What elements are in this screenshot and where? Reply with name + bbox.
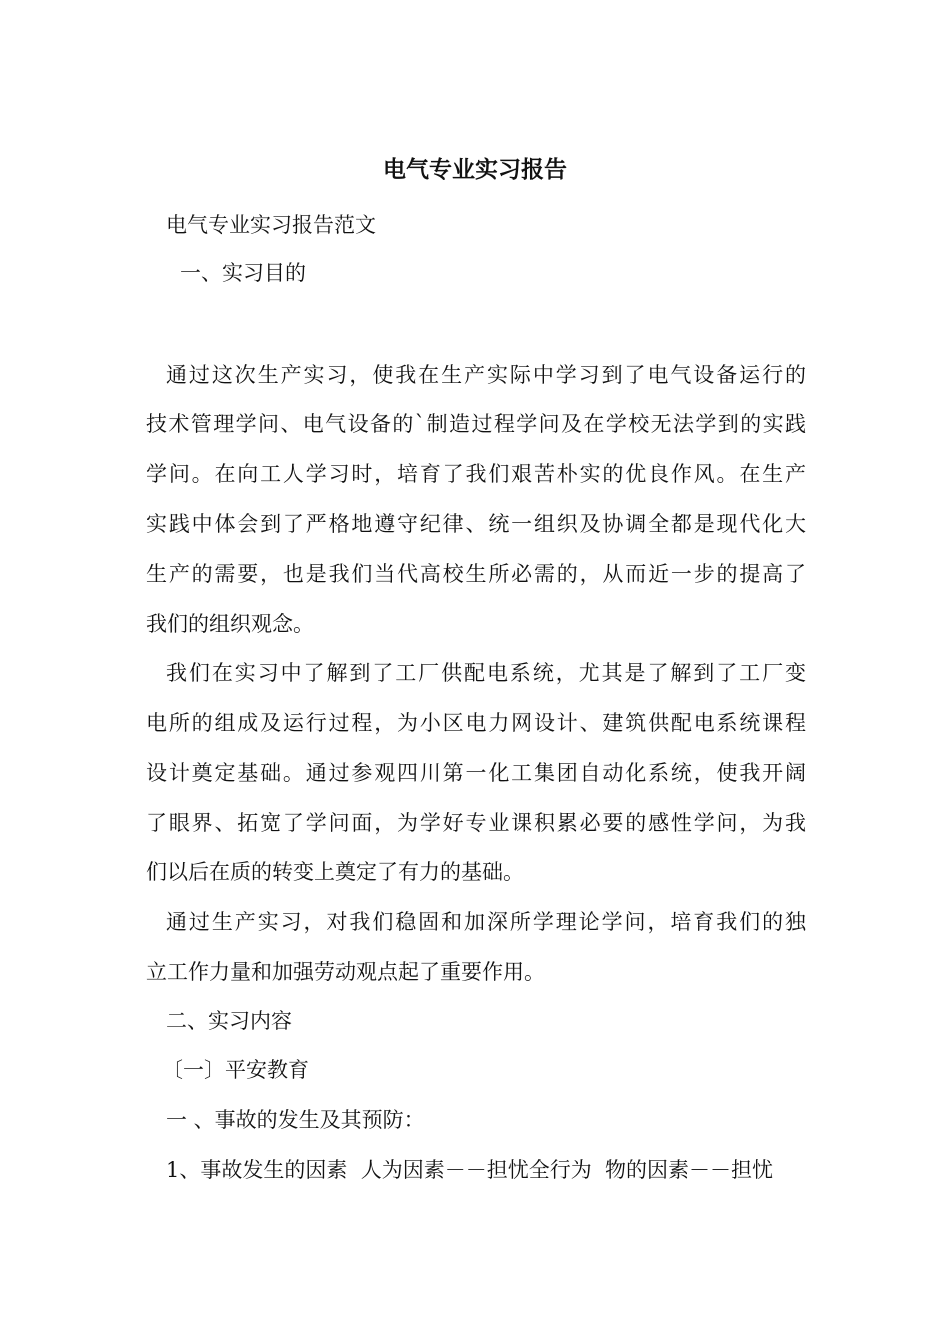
item-accident-prevention: 一 、事故的发生及其预防： xyxy=(166,1108,425,1132)
paragraph-1-line-1: 通过这次生产实习，使我在生产实际中学习到了电气设备运行的 xyxy=(166,363,806,387)
document-subtitle: 电气专业实习报告范文 xyxy=(166,213,376,237)
paragraph-1-line-2: 技术管理学问、电气设备的`制造过程学问及在学校无法学到的实践 xyxy=(146,412,806,436)
section-heading-content: 二、实习内容 xyxy=(166,1009,292,1033)
paragraph-3-line-1: 通过生产实习，对我们稳固和加深所学理论学问，培育我们的独 xyxy=(166,910,806,934)
paragraph-3-line-2: 立工作力量和加强劳动观点起了重要作用。 xyxy=(146,960,545,984)
paragraph-2-line-4: 了眼界、拓宽了学问面，为学好专业课积累必要的感性学问，为我 xyxy=(146,811,806,835)
paragraph-1-line-4: 实践中体会到了严格地遵守纪律、统一组织及协调全都是现代化大 xyxy=(146,512,806,536)
item-accident-causes: 1、事故发生的因素 人为因素－－担忧全行为 物的因素－－担忧 xyxy=(166,1158,774,1182)
paragraph-1-line-6: 我们的组织观念。 xyxy=(146,612,314,636)
paragraph-2-line-5: 们以后在质的转变上奠定了有力的基础。 xyxy=(146,860,524,884)
paragraph-2-line-3: 设计奠定基础。通过参观四川第一化工集团自动化系统，使我开阔 xyxy=(146,761,806,785)
subsection-safety-education: 〔一〕平安教育 xyxy=(162,1058,309,1082)
paragraph-2-line-1: 我们在实习中了解到了工厂供配电系统，尤其是了解到了工厂变 xyxy=(166,661,806,685)
paragraph-2-line-2: 电所的组成及运行过程，为小区电力网设计、建筑供配电系统课程 xyxy=(146,711,806,735)
paragraph-1-line-3: 学问。在向工人学习时，培育了我们艰苦朴实的优良作风。在生产 xyxy=(146,462,806,486)
section-heading-purpose: 一、实习目的 xyxy=(180,261,306,285)
paragraph-1-line-5: 生产的需要，也是我们当代高校生所必需的，从而近一步的提高了 xyxy=(146,562,806,586)
document-title: 电气专业实习报告 xyxy=(383,156,567,183)
